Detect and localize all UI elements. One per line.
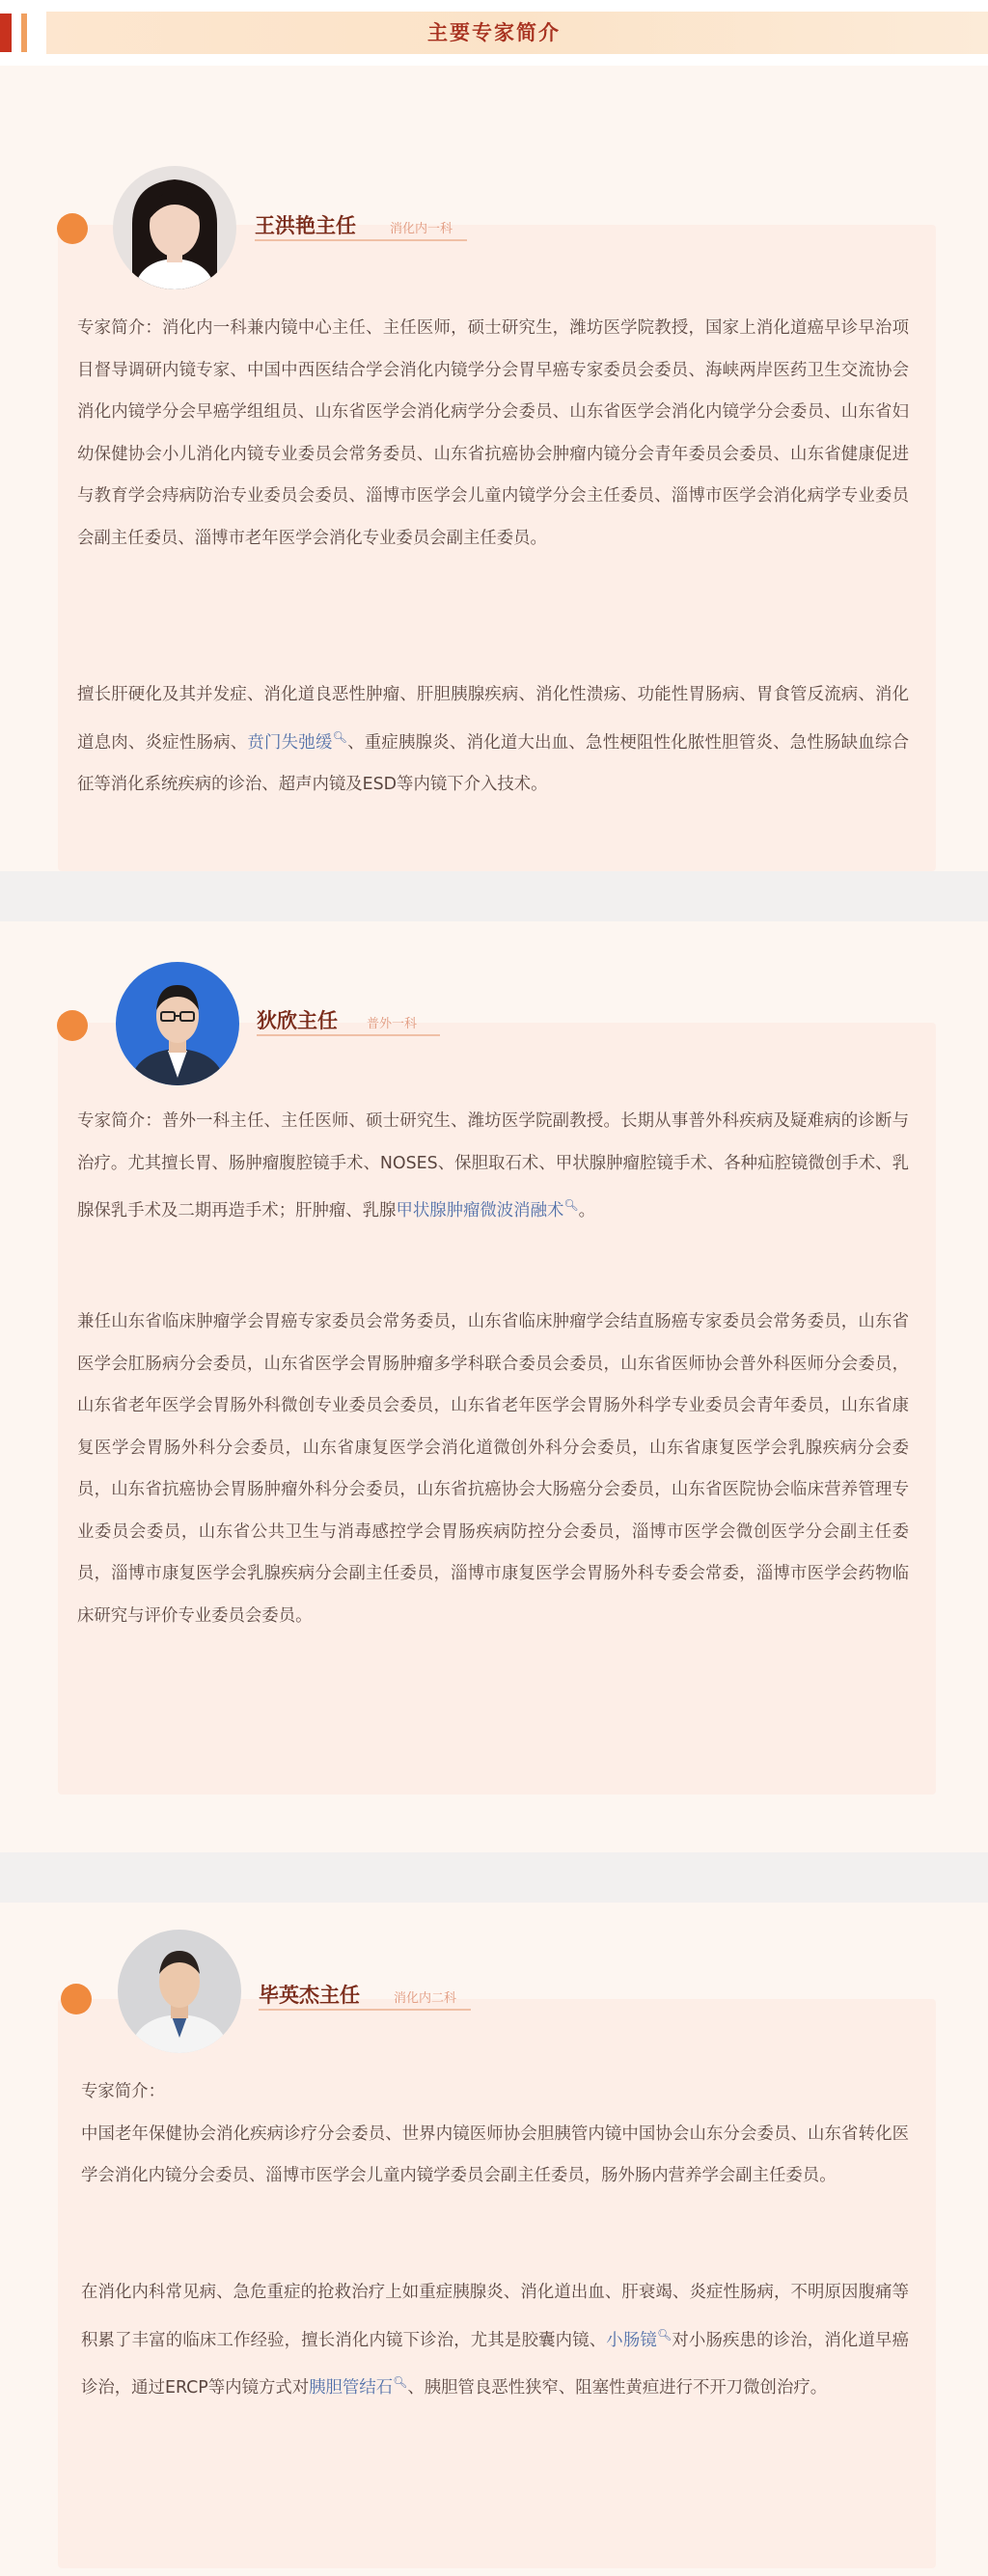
search-link[interactable]: 胰胆管结石	[309, 2377, 394, 2398]
expert-intro	[77, 1101, 909, 1232]
roles-text: 兼任山东省临床肿瘤学会胃癌专家委员会常务委员，山东省临床肿瘤学会结直肠癌专家委员会常务委员，山东省医学会肛肠病分会委员，山东省医学会胃肠肿瘤多学科联合委员会委员，山东省医师协会普外科医师分会委员，山东省老年医学会胃肠外科微创专业委员会委员，山东省老年医学会胃肠外科学专业委员会青年委员，山东省康复医学会胃肠外科分会委员，山东省康复医学会消化道微创外科分会委员，山东省康复医学会乳腺疾病分会委员，山东省抗癌协会胃肠肿瘤外科分会委员，山东省抗癌协会大肠癌分会委员，山东省医院协会临床营养管理专业委员会委员，山东省公共卫生与消毒感控学会胃肠疾病防控分会委员，淄博市医学会微创医学分会副主任委员，淄博市康复医学会乳腺疾病分会副主任委员，淄博市康复医学会胃肠外科专委会常委，淄博市医学会药物临床研究与评价专业委员会委员。	[77, 1312, 909, 1626]
skills-text-rest: 、胰胆管良恶性狭窄、阻塞性黄疸进行不开刀微创治疗。	[407, 2377, 828, 2398]
skills-text: 在消化内科常见病、急危重症的抢救治疗上如重症胰腺炎、消化道出血、肝衰竭、炎症性肠病，不明原因腹痛等积累了丰富的临床工作经验，擅长消化内镜下诊治，尤其是胶囊内镜、	[81, 2283, 909, 2350]
expert-dept: 消化内一科	[390, 222, 453, 236]
skills-text: 擅长肝硬化及其并发症、消化道良恶性肿瘤、肝胆胰腺疾病、消化性溃疡、功能性胃肠病、胃食管反流病、消化道息肉、炎症性肠病、	[77, 685, 909, 753]
page-title: 主要专家简介	[427, 21, 561, 44]
expert-intro	[77, 308, 909, 560]
name-underline	[255, 239, 467, 241]
avatar	[118, 1930, 241, 2053]
name-underline	[259, 2009, 471, 2011]
expert-name: 毕英杰主任	[259, 1984, 360, 2007]
expert-section-3	[0, 1903, 988, 2576]
search-icon[interactable]: 🔍︎	[393, 2374, 408, 2389]
expert-dept: 普外一科	[367, 1017, 418, 1031]
search-icon[interactable]: 🔍︎	[563, 1198, 579, 1212]
expert-section-1	[0, 66, 988, 871]
intro-text-rest: 。	[578, 1200, 595, 1220]
bullet-dot	[57, 1010, 88, 1041]
skills-text-rest: 、重症胰腺炎、消化道大出血、急性梗阻性化脓性胆管炎、急性肠缺血综合征等消化系统疾病的诊治、超声内镜及ESD等内镜下介入技术。	[77, 732, 909, 794]
bullet-dot	[61, 1984, 92, 2014]
expert-roles	[77, 1302, 909, 1637]
search-link[interactable]: 小肠镜	[606, 2330, 657, 2350]
expert-section-2	[0, 921, 988, 1852]
expert-intro	[81, 2071, 909, 2198]
expert-name: 狄欣主任	[257, 1009, 338, 1032]
intro-text: 专家简介：普外一科主任、主任医师、硕士研究生、潍坊医学院副教授。长期从事普外科疾病及疑难病的诊断与治疗。尤其擅长胃、肠肿瘤腹腔镜手术、NOSES、保胆取石术、甲状腺肿瘤腔镜手术、各种疝腔镜微创手术、乳腺保乳手术及二期再造手术；肝肿瘤、乳腺	[77, 1111, 909, 1220]
intro-label: 专家简介：	[81, 2082, 165, 2101]
expert-skills	[77, 674, 909, 806]
expert-dept: 消化内二科	[394, 1991, 457, 2006]
bullet-dot	[57, 213, 88, 244]
search-icon[interactable]: 🔍︎	[332, 729, 348, 744]
search-icon[interactable]: 🔍︎	[656, 2327, 672, 2342]
expert-name: 王洪艳主任	[255, 214, 356, 237]
expert-skills	[81, 2272, 909, 2409]
search-link[interactable]: 贲门失弛缓	[247, 732, 333, 753]
avatar	[113, 166, 236, 289]
name-underline	[257, 1034, 440, 1036]
intro-text: 专家简介：消化内一科兼内镜中心主任、主任医师，硕士研究生，潍坊医学院教授，国家上消化道癌早诊早治项目督导调研内镜专家、中国中西医结合学会消化内镜学分会胃早癌专家委员会委员、海峡两岸医药卫生交流协会消化内镜学分会早癌学组组员、山东省医学会消化病学分会委员、山东省医学会消化内镜学分会委员、山东省妇幼保健协会小儿消化内镜专业委员会常务委员、山东省抗癌协会肿瘤内镜分会青年委员会委员、山东省健康促进与教育学会痔病防治专业委员会委员、淄博市医学会儿童内镜学分会主任委员、淄博市医学会消化病学专业委员会副主任委员、淄博市老年医学会消化专业委员会副主任委员。	[77, 318, 909, 548]
intro-text: 中国老年保健协会消化疾病诊疗分会委员、世界内镜医师协会胆胰管内镜中国协会山东分会委员、山东省转化医学会消化内镜分会委员、淄博市医学会儿童内镜学委员会副主任委员，肠外肠内营养学会副主任委员。	[81, 2124, 909, 2185]
skills-text-mid: 对小肠疾患的诊治，消化道早癌诊治，通过ERCP等内镜方式对	[81, 2330, 909, 2398]
search-link[interactable]: 甲状腺肿瘤微波消融术	[396, 1200, 564, 1220]
section-header	[0, 0, 988, 66]
avatar	[116, 962, 239, 1085]
